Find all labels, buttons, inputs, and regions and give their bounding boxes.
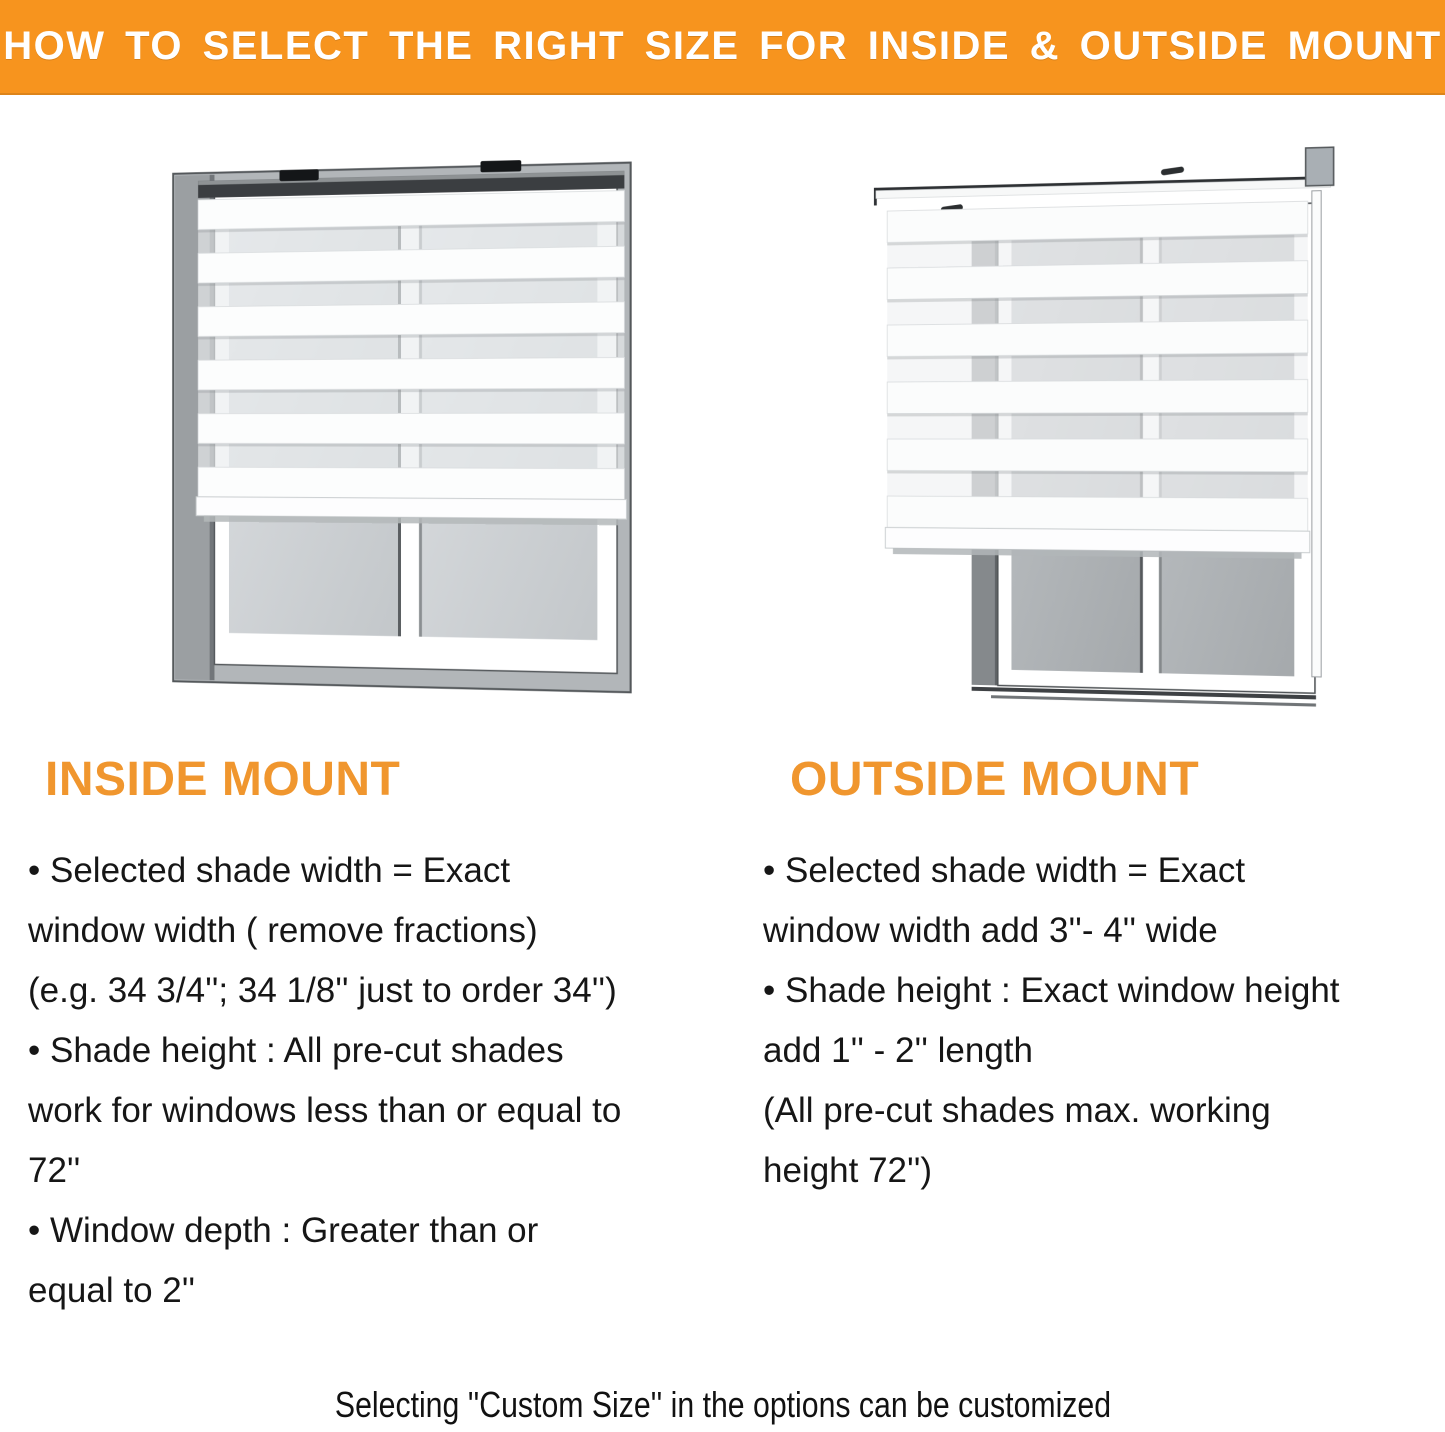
outside-mount-window-svg: [864, 128, 1351, 753]
header-banner: [0, 0, 1445, 95]
instruction-line: • Selected shade width = Exact: [763, 851, 1246, 890]
mounting-clip: [481, 160, 522, 172]
instruction-line: work for windows less than or equal to: [28, 1091, 622, 1130]
inside-mount-heading: INSIDE MOUNT: [45, 753, 401, 806]
instruction-line: equal to 2'': [28, 1271, 196, 1310]
instruction-line: add 1'' - 2'' length: [763, 1031, 1033, 1070]
shade-bottom-bar: [196, 497, 626, 519]
side-channel: [1312, 191, 1321, 677]
instruction-line: • Window depth : Greater than or: [28, 1211, 539, 1250]
instruction-line: • Shade height : All pre-cut shades: [28, 1031, 564, 1070]
custom-size-note-text: Selecting ''Custom Size'' in the options can be customized: [334, 1384, 1111, 1425]
zebra-shade: [196, 190, 626, 525]
inside-mount-window-svg: [160, 135, 651, 724]
instruction-line: height 72''): [763, 1151, 933, 1190]
instruction-line: • Shade height : Exact window height: [763, 971, 1340, 1010]
inside-mount-instructions: [28, 841, 718, 1321]
mounting-clip: [280, 169, 319, 181]
instruction-line: window width add 3''- 4'' wide: [763, 911, 1218, 950]
instruction-line: window width ( remove fractions): [28, 911, 538, 950]
inside-mount-window-image: [160, 135, 651, 724]
page-title: HOW TO SELECT THE RIGHT SIZE FOR INSIDE & OUTSIDE MOUNT: [3, 24, 1442, 68]
instruction-line: 72'': [28, 1151, 81, 1190]
outside-mount-window-image: [864, 128, 1351, 753]
instruction-line: (e.g. 34 3/4''; 34 1/8'' just to order 34''): [28, 971, 617, 1010]
mounting-bracket: [1306, 147, 1334, 186]
wall-screw-mark: [1161, 166, 1185, 175]
custom-size-note: [0, 1384, 1445, 1426]
instruction-line: • Selected shade width = Exact: [28, 851, 511, 890]
outside-mount-heading: OUTSIDE MOUNT: [790, 753, 1200, 806]
zebra-shade: [885, 201, 1309, 559]
outside-mount-instructions: [763, 841, 1433, 1201]
instruction-line: (All pre-cut shades max. working: [763, 1091, 1271, 1130]
